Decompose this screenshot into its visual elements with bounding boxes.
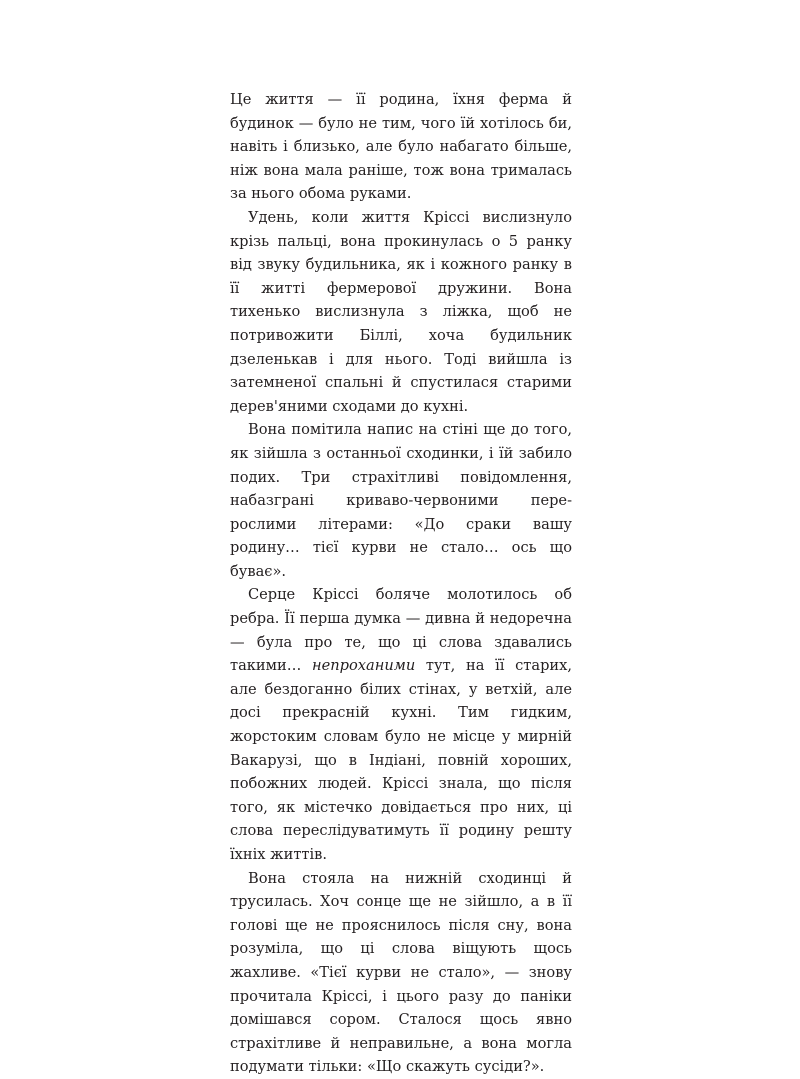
paragraph-3: Вона помітила напис на стіні ще до того, як зійшла з останньої сходинки, і їй забило подих. Три страхітливі повідомлення, набазграні криваво-червоними перерослими літерами: «До сраки вашу родину… тієї курви не стало… ось що буває». (230, 421, 572, 580)
paragraph-4-before: Серце Кріссі боляче молотилось об ребра. Її перша думка — дивна й недоречна — була про те, що ці слова здавались такими… (230, 586, 572, 675)
paragraph-4 (230, 583, 572, 866)
page-body-text (230, 88, 572, 1079)
paragraph-4-emphasis: непроханими (312, 657, 416, 675)
paragraph-4-after: тут, на її старих, але бездоганно білих стінах, у ветхій, але досі прекрасній кухні. Тим гидким, жорстоким словам було не місце у мирній Вакарузі, що в Індіані, повній хороших, побожних людей. Кріссі знала, що після того, як містечко довідається про них, ці слова переслідуватимуть її родину решту їхніх життів. (230, 657, 573, 863)
paragraph-5: Вона стояла на нижній сходинці й трусилась. Хоч сонце ще не зійшло, а в її голові ще не прояснилось після сну, вона розуміла, що ці слова віщують щось жахливе. «Тієї курви не стало», — знову прочитала Кріссі, і цього разу до паніки домішався сором. Сталося щось явно страхітливе й неправильне, а вона могла подумати тільки: «Що скажуть сусіди?». (230, 869, 572, 1076)
paragraph-2: Удень, коли життя Кріссі вислизнуло крізь пальці, вона прокинулась о 5 ранку від звуку будильника, як і кожного ранку в її житті фермерової дружини. Вона тихенько вислизнула з ліжка, щоб не потривожити Біллі, хоча будильник дзеленькав і для нього. Тоді вийшла із затемненої спальні й спустилася старими дерев'яними сходами до кухні. (230, 208, 572, 415)
paragraph-1: Це життя — її родина, їхня ферма й будинок — було не тим, чого їй хотілось би, навіть і близько, але було набагато більше, ніж вона мала раніше, тож вона трималась за нього обома руками. (230, 91, 572, 203)
